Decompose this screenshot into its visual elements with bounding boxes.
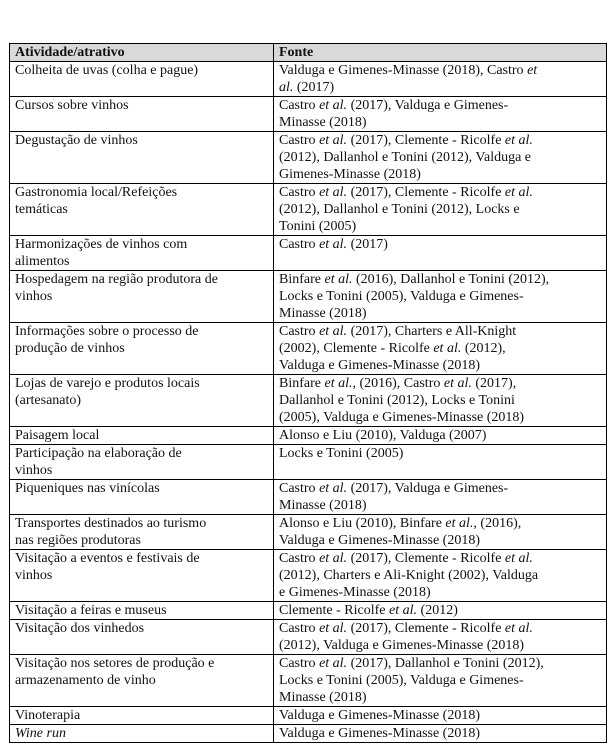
source-text: Castro: [279, 133, 320, 148]
source-cell: [274, 515, 607, 550]
activities-sources-table: [9, 43, 607, 743]
et-al-text: et al.: [319, 551, 348, 566]
activity-text: Participação na elaboração de: [15, 446, 182, 461]
activity-text: Vinoterapia: [15, 708, 81, 723]
activity-cell: [10, 236, 274, 271]
source-line: [279, 689, 602, 706]
source-text: (2002), Clemente - Ricolfe: [279, 341, 434, 356]
activity-cell: [10, 427, 274, 445]
source-cell: [274, 271, 607, 323]
activity-text: Transportes destinados ao turismo: [15, 516, 207, 531]
source-text: Valduga e Gimenes-Minasse (2018): [279, 726, 481, 741]
table-row: [10, 323, 607, 375]
activity-text: produção de vinhos: [15, 341, 125, 356]
et-al-text: et al.: [319, 237, 348, 252]
source-line: [279, 97, 602, 114]
source-text: Castro: [279, 551, 320, 566]
et-al-text: et al.: [319, 185, 348, 200]
et-al-text: et al.: [504, 621, 533, 636]
source-line: [279, 445, 602, 462]
activity-cell: [10, 480, 274, 515]
et-al-text: et al.: [443, 376, 472, 391]
activity-text: armazenamento de vinho: [15, 673, 156, 688]
source-text: (2012), Charters e Ali-Knight (2002), Valduga: [279, 568, 539, 583]
table-row: [10, 550, 607, 602]
source-line: [279, 218, 602, 235]
source-line: [279, 236, 602, 253]
source-text: Minasse (2018): [279, 115, 367, 130]
activity-cell: [10, 184, 274, 236]
source-cell: [274, 620, 607, 655]
source-cell: [274, 132, 607, 184]
source-text: (2017), Valduga e Gimenes-: [347, 98, 509, 113]
source-line: [279, 288, 602, 305]
source-cell: [274, 375, 607, 427]
source-text: (2012),: [461, 341, 506, 356]
source-text: Binfare: [279, 376, 325, 391]
source-line: [279, 550, 602, 567]
source-text: Valduga e Gimenes-Minasse (2018), Castro: [279, 63, 528, 78]
source-text: e Gimenes-Minasse (2018): [279, 585, 431, 600]
activity-text: Piqueniques nas vinícolas: [15, 481, 160, 496]
source-line: [279, 620, 602, 637]
activity-text: vinhos: [15, 289, 53, 304]
activity-text: Colheita de uvas (colha e pague): [15, 63, 199, 78]
table-row: [10, 655, 607, 707]
source-line: [279, 655, 602, 672]
source-text: Binfare: [279, 272, 325, 287]
source-text: Castro: [279, 98, 320, 113]
source-text: Minasse (2018): [279, 306, 367, 321]
et-al-text: et al.: [319, 656, 348, 671]
source-text: Castro: [279, 656, 320, 671]
source-text: Castro: [279, 237, 320, 252]
header-source: Fonte: [274, 44, 607, 62]
activity-text: alimentos: [15, 254, 70, 269]
source-text: Locks e Tonini (2005), Valduga e Gimenes-: [279, 289, 524, 304]
table-row: [10, 97, 607, 132]
source-line: [279, 62, 602, 79]
activity-text: nas regiões produtoras: [15, 533, 141, 548]
source-text: (2017), Clemente - Ricolfe: [347, 133, 505, 148]
source-line: [279, 409, 602, 426]
activity-text: Visitação nos setores de produção e: [15, 656, 215, 671]
source-text: (2016), Dallanhol e Tonini (2012),: [352, 272, 550, 287]
activity-text: Wine run: [15, 726, 66, 741]
source-cell: [274, 97, 607, 132]
activity-cell: [10, 97, 274, 132]
table-row: [10, 427, 607, 445]
source-line: [279, 132, 602, 149]
table-row: [10, 132, 607, 184]
table-row: [10, 62, 607, 97]
activity-cell: [10, 132, 274, 184]
activity-cell: [10, 620, 274, 655]
source-cell: [274, 62, 607, 97]
source-line: [279, 427, 602, 444]
source-line: [279, 567, 602, 584]
source-text: (2017),: [471, 376, 517, 391]
source-text: Valduga e Gimenes-Minasse (2018): [279, 358, 481, 373]
et-al-text: et al.: [319, 98, 348, 113]
source-line: [279, 672, 602, 689]
source-text: Minasse (2018): [279, 690, 367, 705]
activity-text: Degustação de vinhos: [15, 133, 138, 148]
activity-text: vinhos: [15, 463, 53, 478]
activity-cell: [10, 323, 274, 375]
source-cell: [274, 184, 607, 236]
source-line: [279, 305, 602, 322]
source-text: (2012), Valduga e Gimenes-Minasse (2018): [279, 638, 525, 653]
source-cell: [274, 427, 607, 445]
source-text: Valduga e Gimenes-Minasse (2018): [279, 708, 481, 723]
source-line: [279, 602, 602, 619]
source-line: [279, 357, 602, 374]
activity-text: Gastronomia local/Refeições: [15, 185, 178, 200]
et-al-text: et al.: [504, 551, 533, 566]
activity-cell: [10, 375, 274, 427]
source-cell: [274, 445, 607, 480]
et-al-text: et al.: [324, 376, 353, 391]
source-text: (2017), Clemente - Ricolfe: [347, 551, 505, 566]
source-text: (2017): [293, 80, 335, 95]
source-text: (2005), Valduga e Gimenes-Minasse (2018): [279, 410, 525, 425]
source-line: [279, 637, 602, 654]
table-body: [10, 62, 607, 743]
source-text: Alonso e Liu (2010), Valduga (2007): [279, 428, 487, 443]
et-al-text: et al.: [319, 324, 348, 339]
source-text: Gimenes-Minasse (2018): [279, 167, 421, 182]
source-line: [279, 149, 602, 166]
activity-text: Visitação a eventos e festivais de: [15, 551, 200, 566]
source-text: , (2016),: [473, 516, 522, 531]
source-line: [279, 323, 602, 340]
source-line: [279, 532, 602, 549]
source-text: Castro: [279, 324, 320, 339]
source-line: [279, 725, 602, 742]
table-row: [10, 375, 607, 427]
activity-text: Harmonizações de vinhos com: [15, 237, 188, 252]
activity-cell: [10, 655, 274, 707]
table-row: [10, 620, 607, 655]
source-line: [279, 79, 602, 96]
source-line: [279, 184, 602, 201]
source-text: Castro: [279, 621, 320, 636]
source-cell: [274, 707, 607, 725]
source-text: Valduga e Gimenes-Minasse (2018): [279, 533, 481, 548]
source-text: (2017), Dallanhol e Tonini (2012),: [347, 656, 544, 671]
table-row: [10, 236, 607, 271]
activity-text: Paisagem local: [15, 428, 100, 443]
source-text: (2017), Clemente - Ricolfe: [347, 185, 505, 200]
et-al-text: et al.: [504, 133, 533, 148]
et-al-text: et: [527, 63, 538, 78]
table-row: [10, 725, 607, 743]
et-al-text: et al.: [504, 185, 533, 200]
et-al-text: et al.: [319, 133, 348, 148]
source-text: (2017): [347, 237, 388, 252]
activity-cell: [10, 445, 274, 480]
source-line: [279, 114, 602, 131]
source-cell: [274, 323, 607, 375]
source-text: Locks e Tonini (2005): [279, 446, 404, 461]
source-cell: [274, 602, 607, 620]
table-header-row: [10, 44, 607, 62]
source-text: (2017), Clemente - Ricolfe: [347, 621, 505, 636]
activity-text: Lojas de varejo e produtos locais: [15, 376, 200, 391]
activity-text: temáticas: [15, 202, 68, 217]
activity-text: vinhos: [15, 568, 53, 583]
source-text: , (2016), Castro: [352, 376, 444, 391]
activity-cell: [10, 707, 274, 725]
source-line: [279, 584, 602, 601]
activity-cell: [10, 271, 274, 323]
table-row: [10, 480, 607, 515]
source-cell: [274, 550, 607, 602]
activity-text: (artesanato): [15, 393, 82, 408]
source-text: Alonso e Liu (2010), Binfare: [279, 516, 446, 531]
activity-text: Visitação a feiras e museus: [15, 603, 167, 618]
activity-text: Hospedagem na região produtora de: [15, 272, 218, 287]
source-text: (2012): [417, 603, 458, 618]
et-al-text: et al.: [433, 341, 462, 356]
et-al-text: et al.: [319, 481, 348, 496]
activity-cell: [10, 515, 274, 550]
source-text: (2012), Dallanhol e Tonini (2012), Locks e: [279, 202, 520, 217]
et-al-text: et al.: [389, 603, 418, 618]
activity-text: Informações sobre o processo de: [15, 324, 199, 339]
table-row: [10, 445, 607, 480]
et-al-text: al.: [279, 80, 294, 95]
activity-cell: [10, 725, 274, 743]
activity-cell: [10, 550, 274, 602]
table-row: [10, 602, 607, 620]
table-row: [10, 515, 607, 550]
activity-text: Cursos sobre vinhos: [15, 98, 129, 113]
table-row: [10, 271, 607, 323]
source-line: [279, 497, 602, 514]
source-line: [279, 707, 602, 724]
source-text: Locks e Tonini (2005), Valduga e Gimenes-: [279, 673, 524, 688]
source-cell: [274, 480, 607, 515]
source-text: Castro: [279, 185, 320, 200]
et-al-text: et al.: [445, 516, 474, 531]
table-row: [10, 707, 607, 725]
activity-cell: [10, 602, 274, 620]
source-text: (2017), Charters e All-Knight: [347, 324, 517, 339]
source-line: [279, 201, 602, 218]
source-text: Tonini (2005): [279, 219, 357, 234]
source-cell: [274, 725, 607, 743]
source-text: Minasse (2018): [279, 498, 367, 513]
table-row: [10, 184, 607, 236]
source-line: [279, 166, 602, 183]
source-text: Castro: [279, 481, 320, 496]
activity-cell: [10, 62, 274, 97]
source-cell: [274, 655, 607, 707]
source-text: (2017), Valduga e Gimenes-: [347, 481, 509, 496]
source-line: [279, 340, 602, 357]
source-line: [279, 375, 602, 392]
source-text: Dallanhol e Tonini (2012), Locks e Tonini: [279, 393, 515, 408]
source-text: Clemente - Ricolfe: [279, 603, 390, 618]
header-activity: Atividade/atrativo: [10, 44, 274, 62]
et-al-text: et al.: [319, 621, 348, 636]
source-line: [279, 271, 602, 288]
activity-text: Visitação dos vinhedos: [15, 621, 145, 636]
source-line: [279, 480, 602, 497]
source-line: [279, 392, 602, 409]
source-line: [279, 515, 602, 532]
source-text: (2012), Dallanhol e Tonini (2012), Valduga e: [279, 150, 532, 165]
source-cell: [274, 236, 607, 271]
et-al-text: et al.: [324, 272, 353, 287]
